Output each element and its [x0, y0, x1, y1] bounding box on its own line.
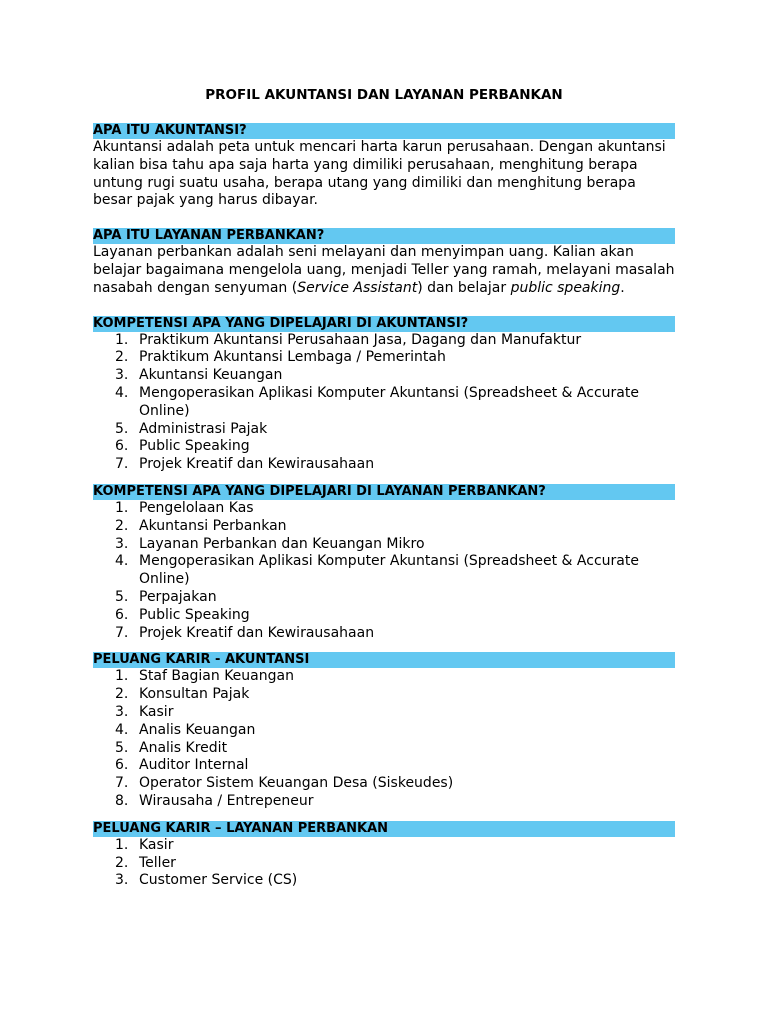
list-item-text: Analis Keuangan — [139, 721, 256, 738]
list-item-number: 7. — [115, 456, 129, 473]
list-item-number: 2. — [115, 349, 129, 366]
list-item-number: 1. — [115, 836, 129, 853]
paragraph-text: ) dan belajar — [417, 279, 511, 296]
list-item — [93, 589, 675, 607]
list-item-text: Administrasi Pajak — [139, 420, 268, 437]
list-item-text: Projek Kreatif dan Kewirausahaan — [139, 624, 375, 641]
list-item-number: 4. — [115, 721, 129, 738]
section-karir-perbankan — [93, 821, 675, 890]
list-item — [93, 625, 675, 643]
list-item-number: 6. — [115, 757, 129, 774]
list-item-text: Analis Kredit — [139, 739, 228, 756]
list-item-text: Customer Service (CS) — [139, 872, 298, 889]
list-item — [93, 607, 675, 625]
section-apa-itu-layanan-perbankan — [93, 228, 675, 297]
list-item-text: Akuntansi Keuangan — [139, 367, 283, 384]
list-item — [93, 757, 675, 775]
paragraph-italic-text: Service Assistant — [297, 279, 418, 296]
section-heading: APA ITU LAYANAN PERBANKAN? — [93, 228, 675, 244]
numbered-list — [93, 837, 675, 890]
section-heading: KOMPETENSI APA YANG DIPELAJARI DI LAYANAN PERBANKAN? — [93, 484, 675, 500]
list-item-text: Public Speaking — [139, 606, 250, 623]
list-item-text: Teller — [139, 854, 176, 871]
paragraph-text: . — [620, 279, 625, 296]
list-item-text: Praktikum Akuntansi Lembaga / Pemerintah — [139, 349, 446, 366]
list-item-number: 6. — [115, 438, 129, 455]
list-item-text: Wirausaha / Entrepeneur — [139, 792, 314, 809]
list-item-number: 7. — [115, 624, 129, 641]
list-item-text: Praktikum Akuntansi Perusahaan Jasa, Dagang dan Manufaktur — [139, 331, 582, 348]
list-item-number: 3. — [115, 703, 129, 720]
list-item — [93, 668, 675, 686]
list-item-text: Mengoperasikan Aplikasi Komputer Akuntansi (Spreadsheet & Accurate Online) — [139, 553, 639, 588]
list-item-text: Kasir — [139, 703, 174, 720]
list-item — [93, 740, 675, 758]
list-item-text: Public Speaking — [139, 438, 250, 455]
list-item-number: 3. — [115, 535, 129, 552]
list-item-number: 5. — [115, 420, 129, 437]
list-item — [93, 367, 675, 385]
list-item-number: 2. — [115, 686, 129, 703]
list-item — [93, 385, 675, 421]
list-item-text: Mengoperasikan Aplikasi Komputer Akuntansi (Spreadsheet & Accurate Online) — [139, 384, 639, 419]
section-paragraph — [93, 244, 675, 297]
list-item-number: 1. — [115, 668, 129, 685]
list-item-text: Auditor Internal — [139, 757, 249, 774]
list-item-number: 4. — [115, 384, 129, 401]
list-item-number: 3. — [115, 872, 129, 889]
list-item-number: 8. — [115, 792, 129, 809]
paragraph-text: Layanan perbankan adalah seni melayani dan menyimpan uang. Kalian akan belajar bagaimana mengelola uang, menjadi Teller yang ramah, melayani masalah nasabah dengan senyuman ( — [93, 244, 675, 296]
list-item-text: Kasir — [139, 836, 174, 853]
section-heading: KOMPETENSI APA YANG DIPELAJARI DI AKUNTANSI? — [93, 316, 675, 332]
list-item-number: 5. — [115, 739, 129, 756]
list-item — [93, 686, 675, 704]
list-item-number: 4. — [115, 553, 129, 570]
list-item — [93, 722, 675, 740]
list-item — [93, 872, 675, 890]
list-item — [93, 704, 675, 722]
document-page — [93, 86, 675, 900]
list-item — [93, 349, 675, 367]
list-item-number: 7. — [115, 775, 129, 792]
list-item — [93, 793, 675, 811]
list-item — [93, 438, 675, 456]
list-item-text: Konsultan Pajak — [139, 686, 250, 703]
list-item-number: 6. — [115, 606, 129, 623]
numbered-list — [93, 332, 675, 474]
section-heading: APA ITU AKUNTANSI? — [93, 123, 675, 139]
list-item-text: Layanan Perbankan dan Keuangan Mikro — [139, 535, 425, 552]
list-item — [93, 855, 675, 873]
section-heading: PELUANG KARIR - AKUNTANSI — [93, 652, 675, 668]
list-item-text: Pengelolaan Kas — [139, 499, 254, 516]
list-item — [93, 553, 675, 589]
list-item — [93, 421, 675, 439]
list-item — [93, 775, 675, 793]
list-item-number: 3. — [115, 367, 129, 384]
paragraph-italic-text: public speaking — [510, 279, 621, 296]
list-item-number: 2. — [115, 517, 129, 534]
numbered-list — [93, 500, 675, 642]
numbered-list — [93, 668, 675, 810]
list-item-number: 1. — [115, 331, 129, 348]
list-item-number: 1. — [115, 499, 129, 516]
list-item-text: Operator Sistem Keuangan Desa (Siskeudes) — [139, 775, 454, 792]
list-item-text: Projek Kreatif dan Kewirausahaan — [139, 456, 375, 473]
section-kompetensi-akuntansi — [93, 316, 675, 474]
section-karir-akuntansi — [93, 652, 675, 810]
list-item — [93, 518, 675, 536]
list-item-text: Staf Bagian Keuangan — [139, 668, 294, 685]
section-kompetensi-perbankan — [93, 484, 675, 642]
list-item-number: 5. — [115, 588, 129, 605]
list-item-text: Akuntansi Perbankan — [139, 517, 287, 534]
list-item — [93, 332, 675, 350]
section-heading: PELUANG KARIR – LAYANAN PERBANKAN — [93, 821, 675, 837]
list-item — [93, 456, 675, 474]
list-item — [93, 500, 675, 518]
list-item — [93, 837, 675, 855]
section-apa-itu-akuntansi — [93, 123, 675, 210]
list-item — [93, 536, 675, 554]
document-title: PROFIL AKUNTANSI DAN LAYANAN PERBANKAN — [205, 87, 563, 103]
list-item-number: 2. — [115, 854, 129, 871]
list-item-text: Perpajakan — [139, 588, 217, 605]
section-paragraph: Akuntansi adalah peta untuk mencari harta karun perusahaan. Dengan akuntansi kalian bisa tahu apa saja harta yang dimiliki perusahaan, menghitung berapa untung rugi suatu usaha, berapa utang yang dimiliki dan menghitung berapa besar pajak yang harus dibayar. — [93, 139, 666, 209]
